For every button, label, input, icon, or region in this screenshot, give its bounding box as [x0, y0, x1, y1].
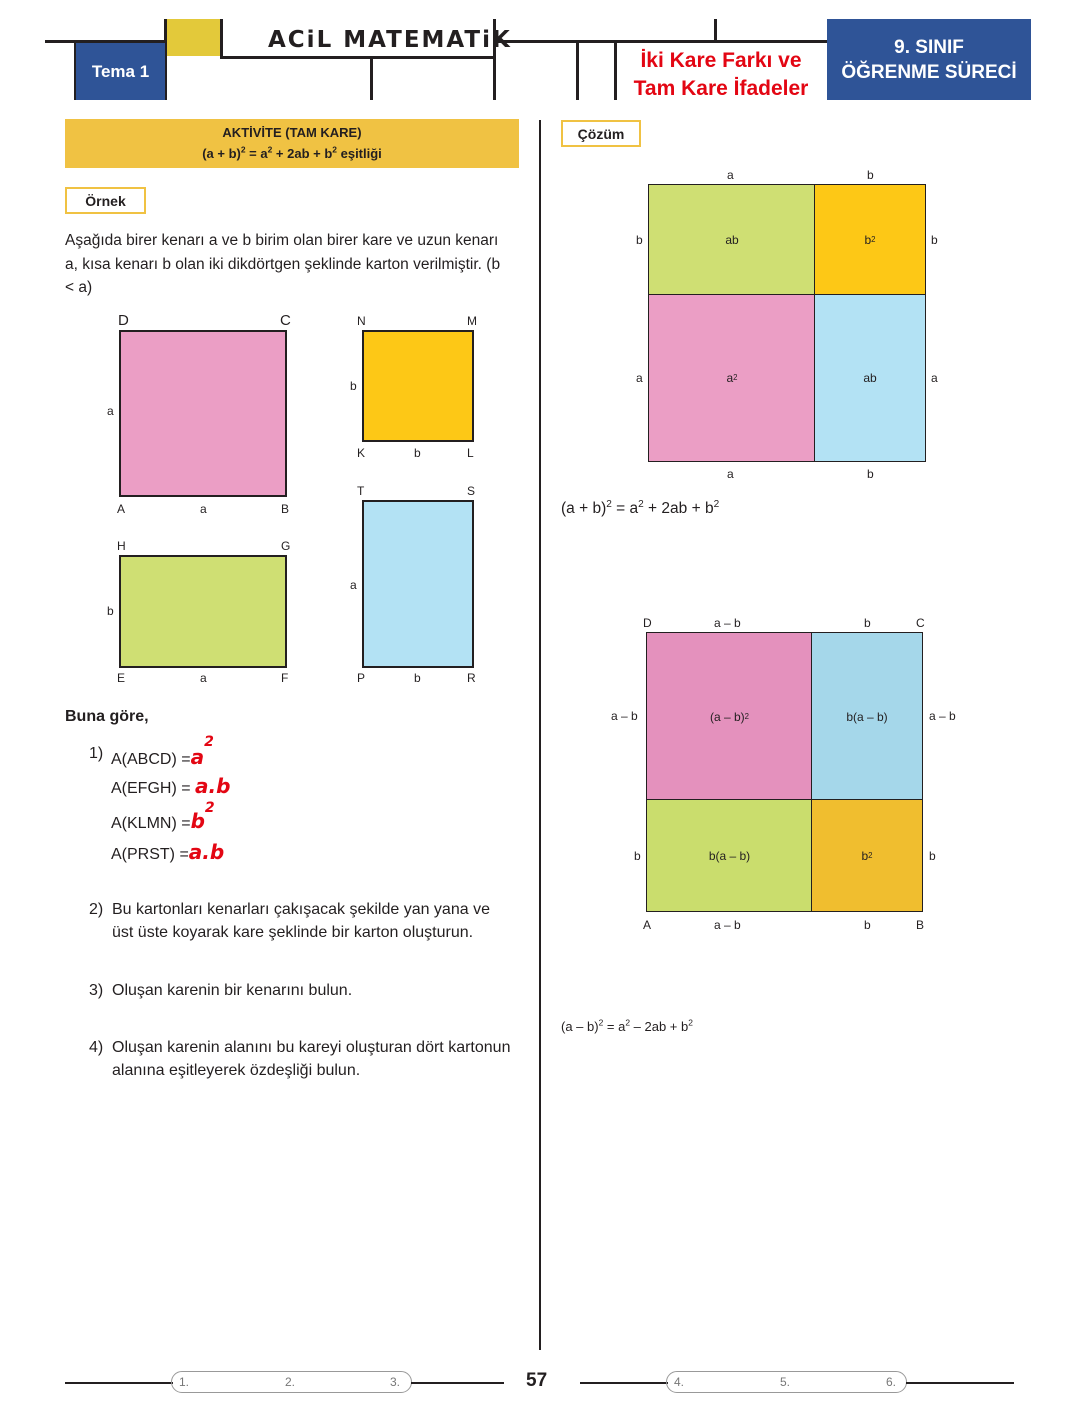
footer-line [411, 1382, 504, 1384]
label-bottom-a: a [200, 671, 207, 685]
header-line [494, 40, 827, 43]
label-H: H [117, 539, 126, 553]
q1-area-abcd: A(ABCD) $=a^2$ [111, 734, 214, 769]
label-A: A [117, 502, 126, 516]
q1-number: 1) [89, 745, 104, 762]
q1-area-efgh: A(EFGH) = a.b [111, 774, 231, 798]
label-side-b: b [107, 604, 114, 618]
d2-label-A: A [643, 918, 652, 932]
square-abcd [119, 330, 287, 497]
d2-bottom-b: b [864, 918, 871, 932]
identity-plus: $(a + b)^2 = a^2 + 2ab + b^2$ [561, 498, 720, 517]
solution-tag: Çözüm [561, 120, 641, 147]
header-line [714, 19, 717, 42]
footer-line [580, 1382, 668, 1384]
d1-bottom-a: a [727, 467, 734, 481]
d2-right-amb: a – b [929, 709, 956, 723]
handwritten-answer: a.b [188, 840, 225, 864]
header-yellow-block [166, 19, 221, 56]
d2-cell-b2: b 2 [811, 799, 923, 912]
q3-number: 3) [89, 982, 104, 999]
q4-text: Oluşan karenin alanını bu kareyi oluşturan dört kartonun alanına eşitleyerek özdeşliği bulun. [112, 1039, 511, 1079]
q3-text: Oluşan karenin bir kenarını bulun. [112, 982, 353, 999]
label-P: P [357, 671, 366, 685]
label-bottom-b: b [414, 671, 421, 685]
header-line [221, 56, 494, 59]
d1-left-b: b [636, 233, 643, 247]
label-bottom-a: a [200, 502, 207, 516]
handwritten-answer: a.b [195, 774, 231, 798]
d2-right-b: b [929, 849, 936, 863]
d2-left-b: b [634, 849, 641, 863]
d1-left-a: a [636, 371, 643, 385]
label-G: G [281, 539, 291, 553]
label-C: C [280, 312, 291, 329]
header-line [370, 57, 373, 100]
d2-cell-bamb-bottom: b(a – b) [646, 799, 813, 912]
d2-label-B: B [916, 918, 925, 932]
q2-text: Bu kartonları kenarları çakışacak şekilde yan yana ve üst üste koyarak kare şeklinde bir karton oluşturun. [112, 901, 490, 941]
label-M: M [467, 314, 477, 328]
activity-banner [65, 119, 519, 168]
example-text: Aşağıda birer kenarı a ve b birim olan birer kare ve uzun kenarı a, kısa kenarı b olan iki dikdörtgen şeklinde karton verilmiştir. (b < a) [65, 232, 501, 296]
label-K: K [357, 446, 366, 460]
q4-number: 4) [89, 1039, 104, 1056]
d1-cell-b2: b 2 [814, 184, 926, 296]
header-line [614, 41, 617, 100]
grade-badge [827, 19, 1031, 100]
activity-subtitle: $(a + b)^2 = a^2 + 2ab + b^2$ eşitliği [202, 144, 382, 161]
square-klmn [362, 330, 474, 442]
d1-cell-ab-bottom: ab [814, 294, 926, 462]
d2-bottom-amb: a – b [714, 918, 741, 932]
label-F: F [281, 671, 289, 685]
grade-line-2: ÖĞRENME SÜRECİ [841, 61, 1017, 83]
d1-top-b: b [867, 168, 874, 182]
rectangle-efgh [119, 555, 287, 668]
q2-number: 2) [89, 901, 104, 918]
handwritten-answer: a [190, 745, 205, 769]
example-tag: Örnek [65, 187, 146, 214]
label-T: T [357, 484, 365, 498]
tema-badge: Tema 1 [76, 43, 165, 100]
d2-label-D: D [643, 616, 652, 630]
label-bottom-b: b [414, 446, 421, 460]
header-line [220, 19, 223, 59]
title-line-1: İki Kare Farkı ve [640, 49, 802, 72]
q1-area-prst: A(PRST) =a.b [111, 840, 225, 864]
footer-num: 2. [285, 1375, 296, 1389]
footer-num: 3. [390, 1375, 401, 1389]
label-side-b: b [350, 379, 357, 393]
d1-right-a: a [931, 371, 938, 385]
grade-line-1: 9. SINIF [894, 36, 964, 58]
q1-area-klmn: A(KLMN) $=b^2$ [111, 800, 215, 833]
label-D: D [118, 312, 129, 329]
label-B: B [281, 502, 290, 516]
handwritten-answer: b [190, 809, 205, 833]
label-N: N [357, 314, 366, 328]
d2-left-amb: a – b [611, 709, 638, 723]
acil-matematik-logo: ACiL MATEMATiK [268, 27, 512, 53]
d2-top-amb: a – b [714, 616, 741, 630]
label-L: L [467, 446, 474, 460]
identity-minus: $(a - b)^2 = a^2 - 2ab + b^2$ [561, 1017, 693, 1034]
footer-line [65, 1382, 173, 1384]
label-R: R [467, 671, 476, 685]
footer-num: 5. [780, 1375, 791, 1389]
page-title [620, 47, 822, 103]
footer-num: 4. [674, 1375, 685, 1389]
activity-title: AKTİVİTE (TAM KARE) [222, 125, 362, 140]
d1-right-b: b [931, 233, 938, 247]
d1-cell-a2: a 2 [648, 294, 816, 462]
column-divider [539, 120, 541, 1350]
d1-top-a: a [727, 168, 734, 182]
label-S: S [467, 484, 476, 498]
rectangle-prst [362, 500, 474, 668]
d2-label-C: C [916, 616, 925, 630]
label-side-a: a [350, 578, 357, 592]
page-number: 57 [526, 1370, 548, 1391]
d1-bottom-b: b [867, 467, 874, 481]
footer-num: 1. [179, 1375, 190, 1389]
d1-cell-ab-top: ab [648, 184, 816, 296]
title-line-2: Tam Kare İfadeler [633, 77, 809, 100]
footer-line [906, 1382, 1014, 1384]
footer-num: 6. [886, 1375, 897, 1389]
label-E: E [117, 671, 126, 685]
d2-top-b: b [864, 616, 871, 630]
d2-cell-bamb-top: b(a – b) [811, 632, 923, 801]
d2-cell-amb2: (a – b) 2 [646, 632, 813, 801]
questions-intro: Buna göre, [65, 708, 149, 725]
header-line [576, 41, 579, 100]
label-side-a: a [107, 404, 114, 418]
